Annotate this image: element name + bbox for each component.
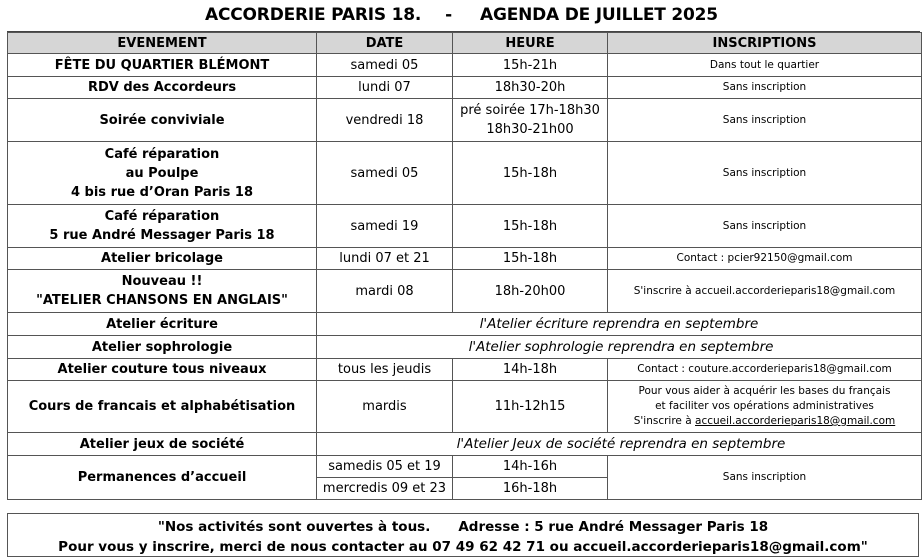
time-cell: 15h-18h (453, 142, 608, 205)
registration-prefix: S'inscrire à (633, 415, 696, 427)
event-cell: Cours de francais et alphabétisation (8, 381, 317, 433)
registration-line: Pour vous aider à acquérir les bases du français (638, 385, 891, 397)
event-cell (8, 205, 317, 248)
time-cell: 15h-18h (453, 248, 608, 270)
registration-cell: Sans inscription (608, 142, 922, 205)
note-cell: l'Atelier sophrologie reprendra en septembre (317, 336, 922, 359)
date-cell: samedi 19 (317, 205, 453, 248)
table-row (8, 336, 922, 359)
date-cell: mardi 08 (317, 270, 453, 313)
date-cell: lundi 07 et 21 (317, 248, 453, 270)
time-cell: 18h30-20h (453, 77, 608, 99)
event-cell: FÊTE DU QUARTIER BLÉMONT (8, 54, 317, 77)
time-cell: 14h-16h (453, 456, 608, 478)
table-row (8, 456, 922, 478)
registration-cell: Dans tout le quartier (608, 54, 922, 77)
header-event: EVENEMENT (8, 33, 317, 54)
time-line: pré soirée 17h-18h30 (460, 103, 600, 118)
event-cell: RDV des Accordeurs (8, 77, 317, 99)
date-cell: lundi 07 (317, 77, 453, 99)
table-row (8, 99, 922, 142)
title-dash: - (445, 5, 452, 25)
date-cell: tous les jeudis (317, 359, 453, 381)
event-line: Nouveau !! (121, 274, 203, 289)
date-cell: samedi 05 (317, 54, 453, 77)
time-line: 18h30-21h00 (486, 122, 574, 137)
table-row (8, 381, 922, 433)
note-cell: l'Atelier écriture reprendra en septembre (317, 313, 922, 336)
table-row (8, 433, 922, 456)
event-line: Café réparation (104, 209, 220, 224)
date-cell: samedis 05 et 19 (317, 456, 453, 478)
header-date: DATE (317, 33, 453, 54)
footer-box (7, 513, 919, 557)
table-header-row (8, 33, 922, 54)
event-line: au Poulpe (125, 165, 199, 181)
registration-line (610, 414, 919, 429)
table-row (8, 54, 922, 77)
date-cell: mardis (317, 381, 453, 433)
event-line: 5 rue André Messager Paris 18 (49, 228, 275, 243)
header-time: HEURE (453, 33, 608, 54)
registration-cell: Sans inscription (608, 456, 922, 500)
time-cell: 18h-20h00 (453, 270, 608, 313)
footer-address: Adresse : 5 rue André Messager Paris 18 (458, 519, 769, 535)
title-org: ACCORDERIE PARIS 18. (205, 5, 422, 25)
registration-cell: Sans inscription (608, 205, 922, 248)
date-cell: mercredis 09 et 23 (317, 478, 453, 500)
event-cell: Atelier couture tous niveaux (8, 359, 317, 381)
time-cell: 15h-18h (453, 205, 608, 248)
table-row (8, 77, 922, 99)
footer-contact: Pour vous y inscrire, merci de nous contacter au 07 49 62 42 71 ou accueil.accorderieparis18@gmail.com" (58, 539, 868, 555)
date-cell: vendredi 18 (317, 99, 453, 142)
time-cell: 11h-12h15 (453, 381, 608, 433)
time-cell (453, 99, 608, 142)
note-cell: l'Atelier Jeux de société reprendra en septembre (317, 433, 922, 456)
registration-line: et faciliter vos opérations administratives (655, 400, 874, 412)
event-cell: Soirée conviviale (8, 99, 317, 142)
agenda-title (0, 5, 923, 31)
header-registration: INSCRIPTIONS (608, 33, 922, 54)
event-cell (8, 270, 317, 313)
registration-cell (608, 381, 922, 433)
date-cell: samedi 05 (317, 142, 453, 205)
title-month: AGENDA DE JUILLET 2025 (479, 5, 718, 25)
table-row (8, 142, 922, 205)
table-row (8, 248, 922, 270)
registration-cell: Sans inscription (608, 77, 922, 99)
registration-cell: Contact : pcier92150@gmail.com (608, 248, 922, 270)
event-cell: Atelier jeux de société (8, 433, 317, 456)
time-cell: 14h-18h (453, 359, 608, 381)
table-row (8, 313, 922, 336)
time-cell: 15h-21h (453, 54, 608, 77)
table-row (8, 205, 922, 248)
event-cell: Atelier sophrologie (8, 336, 317, 359)
registration-cell: Contact : couture.accorderieparis18@gmail.com (608, 359, 922, 381)
event-cell (8, 142, 317, 205)
footer-welcome: "Nos activités sont ouvertes à tous. (157, 519, 431, 535)
registration-cell: S'inscrire à accueil.accorderieparis18@gmail.com (608, 270, 922, 313)
time-cell: 16h-18h (453, 478, 608, 500)
registration-cell: Sans inscription (608, 99, 922, 142)
table-row (8, 270, 922, 313)
event-cell: Atelier écriture (8, 313, 317, 336)
event-line: Café réparation (104, 146, 220, 162)
registration-email-link[interactable]: accueil.accorderieparis18@gmail.com (695, 415, 896, 427)
footer-line (8, 517, 918, 537)
table-row (8, 359, 922, 381)
agenda-table (7, 32, 922, 500)
event-cell: Atelier bricolage (8, 248, 317, 270)
event-line: "ATELIER CHANSONS EN ANGLAIS" (36, 293, 288, 308)
event-line: 4 bis rue d’Oran Paris 18 (70, 184, 254, 200)
event-cell: Permanences d’accueil (8, 456, 317, 500)
